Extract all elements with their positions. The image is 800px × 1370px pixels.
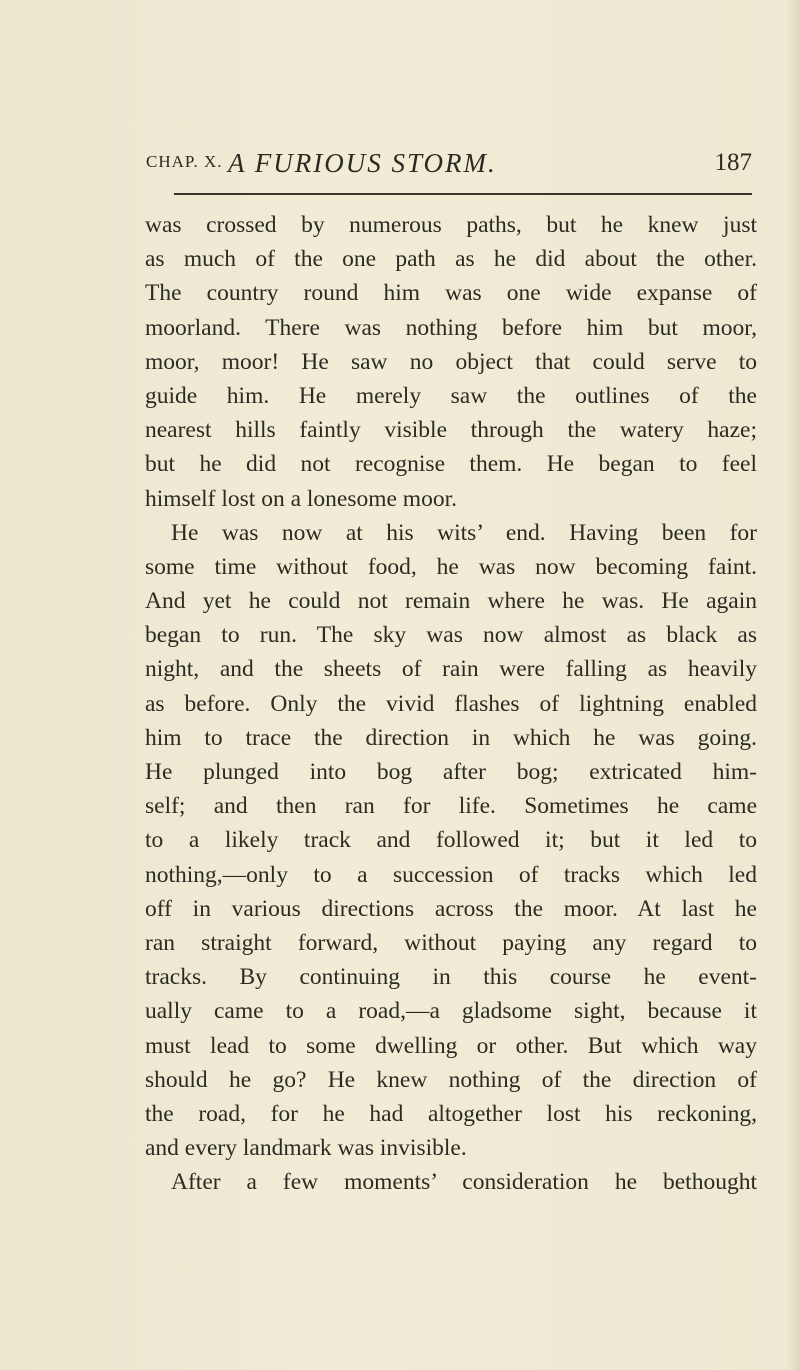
text-line: After a few moments’ consideration he bethought [171, 1169, 757, 1196]
text-line: him to trace the direction in which he was going. [145, 724, 757, 751]
text-line: And yet he could not remain where he was. He again [145, 588, 757, 615]
text-line: should he go? He knew nothing of the direction of [145, 1066, 757, 1093]
text-line: was crossed by numerous paths, but he knew just [145, 212, 757, 238]
page-edge-shadow [786, 0, 800, 1370]
text-line: off in various directions across the moor. At last he [145, 895, 757, 922]
text-line: He plunged into bog after bog; extricated him- [145, 759, 757, 785]
text-line: as before. Only the vivid flashes of lightning enabled [145, 690, 757, 717]
text-line: self; and then ran for life. Sometimes he came [145, 793, 757, 820]
text-line: ually came to a road,—a gladsome sight, because it [145, 998, 757, 1025]
chapter-label: CHAP. X. [146, 152, 223, 171]
text-line: must lead to some dwelling or other. But which way [145, 1032, 757, 1059]
chapter-title: A FURIOUS STORM. [228, 148, 497, 178]
text-line: began to run. The sky was now almost as black as [145, 622, 757, 649]
text-line: He was now at his wits’ end. Having been for [171, 519, 757, 546]
text-line: but he did not recognise them. He began to feel [145, 451, 757, 478]
text-line: himself lost on a lonesome moor. [145, 485, 457, 512]
text-line: and every landmark was invisible. [145, 1135, 467, 1162]
text-line: as much of the one path as he did about the other. [145, 246, 757, 273]
text-line: nothing,—only to a succession of tracks which led [145, 861, 757, 888]
text-line: night, and the sheets of rain were falling as heavily [145, 656, 757, 683]
text-line: some time without food, he was now becoming faint. [145, 553, 757, 580]
text-line: tracks. By continuing in this course he event- [145, 964, 757, 991]
text-line: the road, for he had altogether lost his reckoning, [145, 1100, 757, 1127]
text-line: to a likely track and followed it; but it led to [145, 827, 757, 854]
page-number: 187 [714, 149, 752, 176]
header-rule [174, 193, 752, 195]
text-line: moorland. There was nothing before him but moor, [145, 314, 757, 341]
running-header [146, 150, 752, 182]
text-line: guide him. He merely saw the outlines of the [145, 382, 757, 409]
text-line: ran straight forward, without paying any regard to [145, 929, 757, 956]
body-text [145, 208, 757, 1199]
text-line: nearest hills faintly visible through the watery haze; [145, 417, 757, 444]
text-line: moor, moor! He saw no object that could serve to [145, 348, 757, 375]
text-line: The country round him was one wide expanse of [145, 280, 757, 307]
